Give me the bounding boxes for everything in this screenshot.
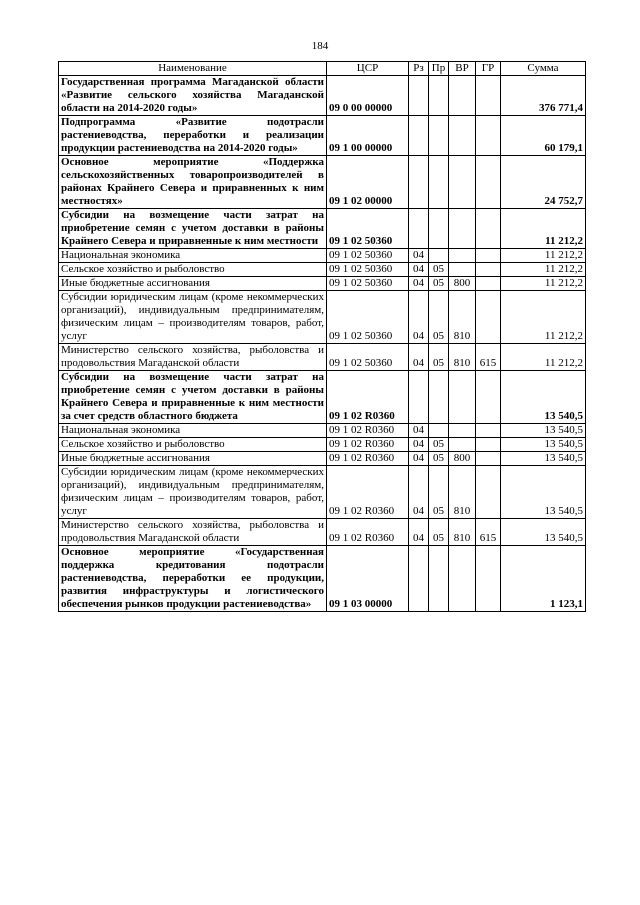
cell-sum: 11 212,2	[501, 209, 586, 249]
cell-csr: 09 1 00 00000	[327, 116, 409, 156]
cell-name: Государственная программа Магаданской области «Развитие сельского хозяйства Магаданской области на 2014-2020 годы»	[59, 76, 327, 116]
cell-csr: 09 1 02 50360	[327, 277, 409, 291]
cell-csr: 09 1 03 00000	[327, 546, 409, 612]
cell-gr: 615	[476, 344, 501, 371]
cell-csr: 09 1 02 R0360	[327, 519, 409, 546]
header-pr: Пр	[429, 62, 449, 76]
cell-vr	[449, 249, 476, 263]
cell-rz: 04	[409, 263, 429, 277]
cell-vr: 800	[449, 277, 476, 291]
header-sum: Сумма	[501, 62, 586, 76]
cell-name: Подпрограмма «Развитие подотрасли растениеводства, переработки и реализации продукции растениеводства на 2014-2020 годы»	[59, 116, 327, 156]
cell-vr	[449, 371, 476, 424]
cell-vr: 810	[449, 291, 476, 344]
cell-name: Сельское хозяйство и рыболовство	[59, 438, 327, 452]
table-row	[59, 76, 586, 116]
cell-gr	[476, 209, 501, 249]
cell-gr	[476, 371, 501, 424]
budget-table	[58, 61, 586, 612]
cell-rz	[409, 116, 429, 156]
cell-name: Основное мероприятие «Поддержка сельскохозяйственных товаропроизводителей в районах Крайнего Севера и приравненных к ним местностях»	[59, 156, 327, 209]
cell-pr	[429, 424, 449, 438]
table-row	[59, 291, 586, 344]
table-row	[59, 156, 586, 209]
table-row	[59, 344, 586, 371]
cell-rz: 04	[409, 249, 429, 263]
cell-sum: 13 540,5	[501, 371, 586, 424]
table-row	[59, 371, 586, 424]
cell-vr	[449, 209, 476, 249]
cell-csr: 09 1 02 00000	[327, 156, 409, 209]
header-csr: ЦСР	[327, 62, 409, 76]
cell-csr: 09 1 02 50360	[327, 291, 409, 344]
cell-pr	[429, 546, 449, 612]
cell-rz: 04	[409, 291, 429, 344]
header-gr: ГР	[476, 62, 501, 76]
cell-gr	[476, 116, 501, 156]
cell-rz: 04	[409, 452, 429, 466]
cell-gr	[476, 277, 501, 291]
cell-name: Субсидии на возмещение части затрат на приобретение семян с учетом доставки в районы Крайнего Севера и приравненные к ним местности за счет средств областного бюджета	[59, 371, 327, 424]
cell-csr: 09 1 02 50360	[327, 209, 409, 249]
cell-sum: 60 179,1	[501, 116, 586, 156]
table-row	[59, 249, 586, 263]
cell-name: Субсидии юридическим лицам (кроме некоммерческих организаций), индивидуальным предпринимателям, физическим лицам – производителям товаров, работ, услуг	[59, 291, 327, 344]
table-row	[59, 452, 586, 466]
table-row	[59, 519, 586, 546]
cell-csr: 09 1 02 R0360	[327, 424, 409, 438]
cell-pr: 05	[429, 438, 449, 452]
cell-rz	[409, 371, 429, 424]
cell-name: Субсидии юридическим лицам (кроме некоммерческих организаций), индивидуальным предпринимателям, физическим лицам – производителям товаров, работ, услуг	[59, 466, 327, 519]
cell-vr	[449, 76, 476, 116]
cell-vr: 800	[449, 452, 476, 466]
cell-name: Национальная экономика	[59, 249, 327, 263]
cell-pr	[429, 249, 449, 263]
cell-pr: 05	[429, 291, 449, 344]
table-row	[59, 263, 586, 277]
cell-csr: 09 0 00 00000	[327, 76, 409, 116]
header-name: Наименование	[59, 62, 327, 76]
cell-vr	[449, 156, 476, 209]
header-rz: Рз	[409, 62, 429, 76]
cell-pr: 05	[429, 344, 449, 371]
cell-vr	[449, 438, 476, 452]
cell-sum: 11 212,2	[501, 291, 586, 344]
cell-pr: 05	[429, 452, 449, 466]
cell-rz: 04	[409, 438, 429, 452]
cell-rz: 04	[409, 424, 429, 438]
cell-name: Иные бюджетные ассигнования	[59, 277, 327, 291]
table-row	[59, 424, 586, 438]
cell-vr: 810	[449, 466, 476, 519]
cell-sum: 13 540,5	[501, 466, 586, 519]
cell-csr: 09 1 02 50360	[327, 263, 409, 277]
table-row	[59, 116, 586, 156]
table-row	[59, 209, 586, 249]
cell-gr	[476, 466, 501, 519]
cell-name: Иные бюджетные ассигнования	[59, 452, 327, 466]
cell-name: Министерство сельского хозяйства, рыболовства и продовольствия Магаданской области	[59, 519, 327, 546]
cell-pr	[429, 156, 449, 209]
cell-rz	[409, 209, 429, 249]
cell-csr: 09 1 02 50360	[327, 249, 409, 263]
cell-gr: 615	[476, 519, 501, 546]
table-row	[59, 438, 586, 452]
cell-csr: 09 1 02 R0360	[327, 371, 409, 424]
cell-sum: 11 212,2	[501, 344, 586, 371]
cell-sum: 13 540,5	[501, 452, 586, 466]
cell-vr	[449, 424, 476, 438]
cell-sum: 24 752,7	[501, 156, 586, 209]
cell-pr: 05	[429, 519, 449, 546]
table-row	[59, 277, 586, 291]
cell-pr	[429, 209, 449, 249]
cell-gr	[476, 438, 501, 452]
cell-vr: 810	[449, 519, 476, 546]
cell-csr: 09 1 02 R0360	[327, 452, 409, 466]
cell-sum: 13 540,5	[501, 424, 586, 438]
cell-sum: 376 771,4	[501, 76, 586, 116]
cell-csr: 09 1 02 R0360	[327, 466, 409, 519]
cell-gr	[476, 263, 501, 277]
cell-pr	[429, 371, 449, 424]
cell-gr	[476, 291, 501, 344]
header-vr: ВР	[449, 62, 476, 76]
cell-csr: 09 1 02 R0360	[327, 438, 409, 452]
cell-gr	[476, 452, 501, 466]
cell-vr: 810	[449, 344, 476, 371]
cell-pr: 05	[429, 263, 449, 277]
cell-rz: 04	[409, 466, 429, 519]
cell-sum: 11 212,2	[501, 263, 586, 277]
cell-rz	[409, 76, 429, 116]
cell-vr	[449, 116, 476, 156]
cell-gr	[476, 424, 501, 438]
cell-rz: 04	[409, 344, 429, 371]
cell-gr	[476, 546, 501, 612]
cell-name: Основное мероприятие «Государственная поддержка кредитования подотрасли растениеводства, переработки ее продукции, развития инфраструктуры и логистического обеспечения рынков продукции растениеводства»	[59, 546, 327, 612]
cell-sum: 11 212,2	[501, 277, 586, 291]
cell-gr	[476, 249, 501, 263]
cell-rz	[409, 546, 429, 612]
table-row	[59, 546, 586, 612]
cell-vr	[449, 263, 476, 277]
cell-pr	[429, 116, 449, 156]
cell-name: Национальная экономика	[59, 424, 327, 438]
cell-pr: 05	[429, 277, 449, 291]
cell-rz: 04	[409, 519, 429, 546]
cell-name: Субсидии на возмещение части затрат на приобретение семян с учетом доставки в районы Крайнего Севера и приравненные к ним местности	[59, 209, 327, 249]
cell-gr	[476, 76, 501, 116]
page-number: 184	[311, 40, 329, 52]
table-body	[59, 76, 586, 612]
cell-sum: 13 540,5	[501, 438, 586, 452]
cell-sum: 1 123,1	[501, 546, 586, 612]
cell-sum: 13 540,5	[501, 519, 586, 546]
cell-name: Сельское хозяйство и рыболовство	[59, 263, 327, 277]
cell-rz: 04	[409, 277, 429, 291]
cell-vr	[449, 546, 476, 612]
cell-name: Министерство сельского хозяйства, рыболовства и продовольствия Магаданской области	[59, 344, 327, 371]
cell-sum: 11 212,2	[501, 249, 586, 263]
cell-csr: 09 1 02 50360	[327, 344, 409, 371]
cell-pr	[429, 76, 449, 116]
table-row	[59, 466, 586, 519]
cell-gr	[476, 156, 501, 209]
header-row	[59, 62, 586, 76]
cell-pr: 05	[429, 466, 449, 519]
cell-rz	[409, 156, 429, 209]
